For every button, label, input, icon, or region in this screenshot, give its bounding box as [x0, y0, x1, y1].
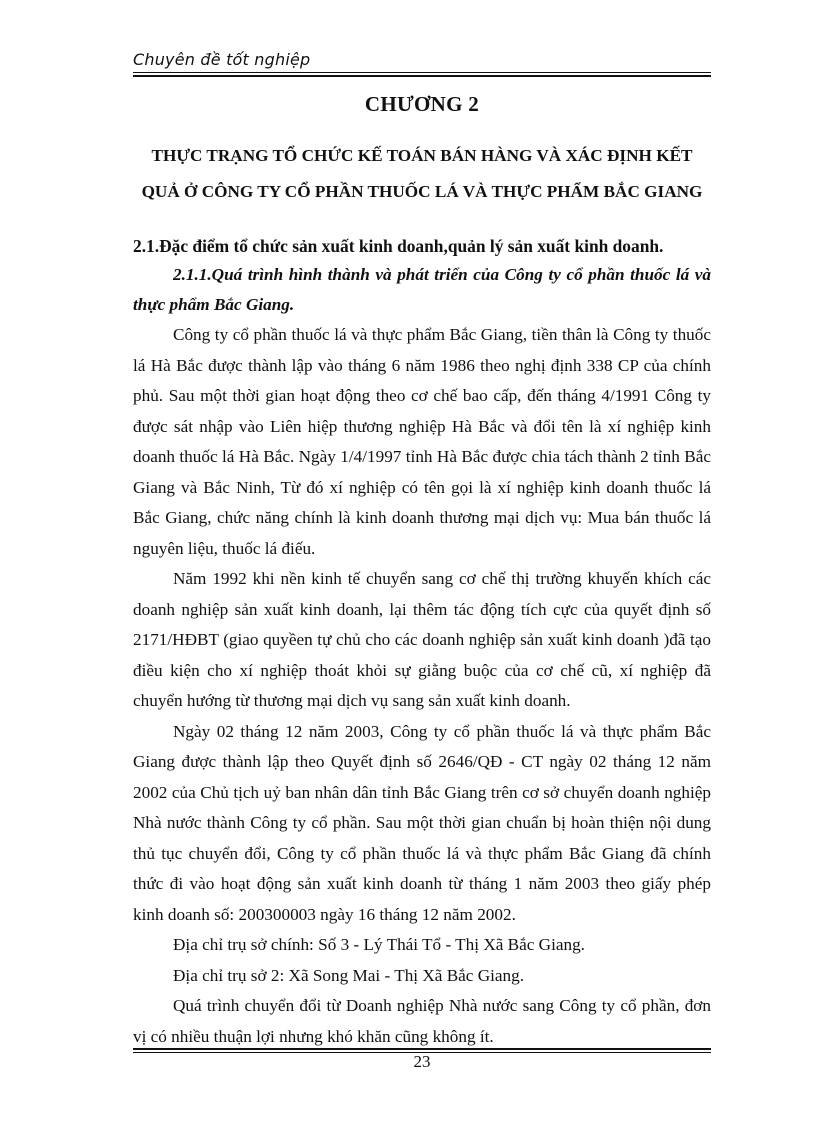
subsection-heading: 2.1.1.Quá trình hình thành và phát triển của Công ty cổ phần thuốc lá và thực phẩm Bắc Giang.: [133, 265, 711, 314]
header-rule: [133, 72, 711, 73]
paragraph-second-address: Địa chỉ trụ sở 2: Xã Song Mai - Thị Xã Bắc Giang.: [173, 965, 525, 985]
page-number: 23: [413, 1052, 431, 1071]
chapter-subtitle-line-1: THỰC TRẠNG TỔ CHỨC KẾ TOÁN BÁN HÀNG VÀ XÁC ĐỊNH KẾT: [151, 146, 693, 165]
header-rule-thick: [133, 75, 711, 77]
paragraph-main-address: Địa chỉ trụ sở chính: Số 3 - Lý Thái Tổ - Thị Xã Bắc Giang.: [173, 935, 585, 954]
document-body: [133, 232, 711, 1052]
paragraph-1992: Năm 1992 khi nền kinh tế chuyển sang cơ chế thị trường khuyến khích các doanh nghiệp sản xuất kinh doanh, lại thêm tác động tích cực của quyết định số 2171/HĐBT (giao quyềen tự chủ cho các doanh nghiệp sản xuất kinh doanh )đã tạo điều kiện cho xí nghiệp thoát khỏi sự giằng buộc của cơ chế cũ, xí nghiệp đã chuyển hướng từ thương mại dịch vụ sang sản xuất kinh doanh.: [133, 569, 711, 710]
paragraph-2003: Ngày 02 tháng 12 năm 2003, Công ty cổ phần thuốc lá và thực phẩm Bắc Giang được thành lập theo Quyết định số 2646/QĐ - CT ngày 02 tháng 12 năm 2002 của Chủ tịch uỷ ban nhân dân tỉnh Bắc Giang trên cơ sở chuyển doanh nghiệp Nhà nước thành Công ty cổ phần. Sau một thời gian chuẩn bị hoàn thiện nội dung thủ tục chuyển đổi, Công ty cổ phần thuốc lá và thực phẩm Bắc Giang đã chính thức đi vào hoạt động sản xuất kinh doanh từ tháng 1 năm 2003 theo giấy phép kinh doanh số: 200300003 ngày 16 tháng 12 năm 2002.: [133, 721, 711, 924]
section-heading: 2.1.Đặc điểm tổ chức sản xuất kinh doanh,quản lý sản xuất kinh doanh.: [133, 236, 664, 256]
page-footer: [133, 1048, 711, 1078]
chapter-subtitle-line-2: QUẢ Ở CÔNG TY CỔ PHẦN THUỐC LÁ VÀ THỰC PHẨM BẮC GIANG: [141, 182, 703, 201]
footer-rule-thick: [133, 1048, 711, 1050]
chapter-subtitle: [133, 138, 711, 210]
paragraph-transition: Quá trình chuyển đổi từ Doanh nghiệp Nhà nước sang Công ty cổ phần, đơn vị có nhiều thuận lợi nhưng khó khăn cũng không ít.: [133, 996, 711, 1046]
paragraph-history: Công ty cổ phần thuốc lá và thực phẩm Bắc Giang, tiền thân là Công ty thuốc lá Hà Bắc được thành lập vào tháng 6 năm 1986 theo nghị định 338 CP của chính phủ. Sau một thời gian hoạt động theo cơ chế bao cấp, đến tháng 4/1991 Công ty được sát nhập vào Liên hiệp thương nghiệp Hà Bắc và đổi tên là xí nghiệp kinh doanh thuốc lá Hà Bắc. Ngày 1/4/1997 tỉnh Hà Bắc được chia tách thành 2 tỉnh Bắc Giang và Bắc Ninh, Từ đó xí nghiệp có tên gọi là xí nghiệp kinh doanh thuốc lá Bắc Giang, chức năng chính là kinh doanh thương mại dịch vụ: Mua bán thuốc lá nguyên liệu, thuốc lá điếu.: [133, 325, 711, 558]
page-header: [133, 50, 711, 76]
header-title: Chuyên đề tốt nghiệp: [133, 50, 311, 69]
chapter-title: CHƯƠNG 2: [364, 92, 480, 116]
